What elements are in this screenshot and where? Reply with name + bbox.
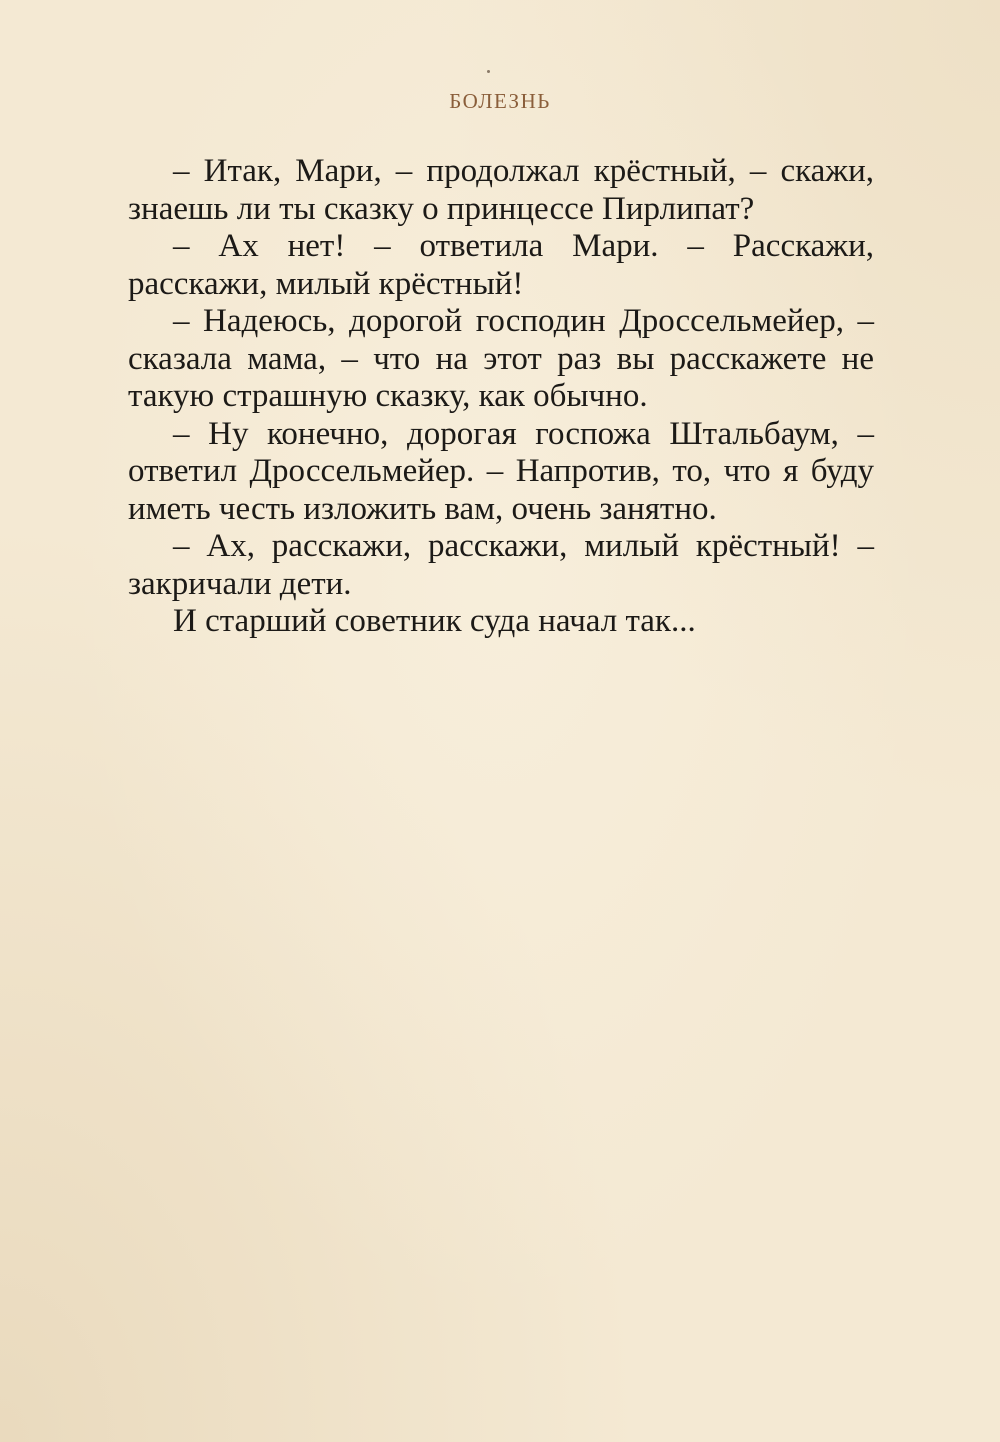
paragraph-2: – Ах нет! – ответила Мари. – Расскажи, расскажи, милый крёстный!	[128, 228, 874, 302]
paragraph-6: И старший советник суда начал так...	[173, 603, 696, 639]
paragraph-4: – Ну конечно, дорогая госпожа Штальбаум, – ответил Дроссельмейер. – Напротив, то, что я буду иметь честь изложить вам, очень занятно.	[128, 415, 874, 527]
ornament-dot	[487, 70, 490, 73]
paragraph-1: – Итак, Мари, – продолжал крёстный, – скажи, знаешь ли ты сказку о принцессе Пирлипат?	[128, 153, 874, 227]
body-text	[128, 153, 874, 641]
paragraph-5: – Ах, расскажи, расскажи, милый крёстный! – закричали дети.	[128, 528, 874, 602]
running-head: БОЛЕЗНЬ	[449, 89, 551, 113]
paragraph-3: – Надеюсь, дорогой господин Дроссельмейер, – сказала мама, – что на этот раз вы расскажете не такую страшную сказку, как обычно.	[128, 303, 874, 414]
